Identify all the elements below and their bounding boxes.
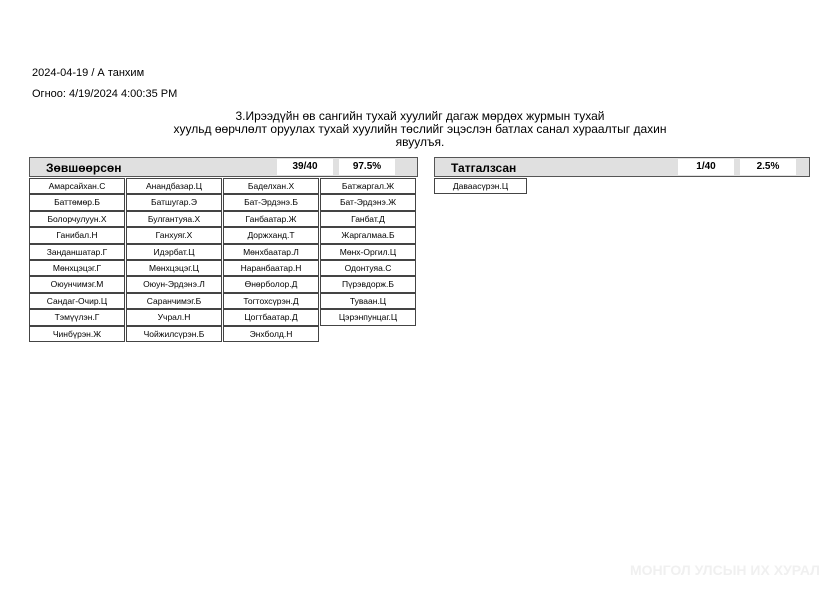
member-name-cell: Өнөрболор.Д — [223, 276, 319, 292]
approved-names-grid — [29, 178, 418, 342]
member-name-cell: Батшугар.Э — [126, 194, 222, 210]
approved-label: Зөвшөөрсөн — [46, 161, 122, 175]
member-name-cell: Одонтуяа.С — [320, 260, 416, 276]
member-name-cell: Туваан.Ц — [320, 293, 416, 309]
abstained-names-grid — [434, 178, 534, 194]
member-name-cell: Болорчулуун.Х — [29, 211, 125, 227]
member-name-cell: Мөнхцэцэг.Г — [29, 260, 125, 276]
approved-header — [29, 157, 418, 177]
member-name-cell: Баттөмөр.Б — [29, 194, 125, 210]
member-name-cell: Наранбаатар.Н — [223, 260, 319, 276]
member-name-cell: Энхболд.Н — [223, 326, 319, 342]
session-date: 2024-04-19 / А танхим — [32, 67, 145, 79]
member-name-cell: Тогтохсүрэн.Д — [223, 293, 319, 309]
motion-title-line: 3.Ирээдүйн өв сангийн тухай хуулийг дагаж мөрдөх журмын тухай — [235, 109, 605, 123]
member-name-cell: Жаргалмаа.Б — [320, 227, 416, 243]
member-name-cell: Мөнхцэцэг.Ц — [126, 260, 222, 276]
member-name-cell: Идэрбат.Ц — [126, 244, 222, 260]
member-name-cell: Занданшатар.Г — [29, 244, 125, 260]
member-name-cell: Цэрэнпунцаг.Ц — [320, 309, 416, 325]
member-name-cell: Цогтбаатар.Д — [223, 309, 319, 325]
motion-title-line: хуульд өөрчлөлт оруулах тухай хуулийн төслийг эцэслэн батлах санал хураалтыг дахин — [173, 122, 667, 136]
abstained-percent: 2.5% — [740, 159, 796, 175]
member-name-cell: Ганбат.Д — [320, 211, 416, 227]
approved-count: 39/40 — [277, 159, 333, 175]
member-name-cell: Ганхуяг.Х — [126, 227, 222, 243]
member-name-cell: Даваасүрэн.Ц — [434, 178, 527, 194]
member-name-cell: Булгантуяа.Х — [126, 211, 222, 227]
member-name-cell: Баделхан.Х — [223, 178, 319, 194]
vote-timestamp: Огноо: 4/19/2024 4:00:35 PM — [32, 88, 178, 100]
member-name-cell: Оюунчимэг.М — [29, 276, 125, 292]
abstained-count: 1/40 — [678, 159, 734, 175]
member-name-cell: Доржханд.Т — [223, 227, 319, 243]
member-name-cell: Мөнхбаатар.Л — [223, 244, 319, 260]
member-name-cell: Саранчимэг.Б — [126, 293, 222, 309]
member-name-cell: Амарсайхан.С — [29, 178, 125, 194]
member-name-cell: Анандбазар.Ц — [126, 178, 222, 194]
member-name-cell: Бат-Эрдэнэ.Б — [223, 194, 319, 210]
abstained-label: Татгалзсан — [451, 161, 517, 175]
member-name-cell: Чойжилсүрэн.Б — [126, 326, 222, 342]
member-name-cell: Ганибал.Н — [29, 227, 125, 243]
parliament-watermark: МОНГОЛ УЛСЫН ИХ ХУРАЛ — [629, 562, 820, 578]
member-name-cell: Учрал.Н — [126, 309, 222, 325]
member-name-cell: Батжаргал.Ж — [320, 178, 416, 194]
member-name-cell: Ганбаатар.Ж — [223, 211, 319, 227]
member-name-cell: Чинбүрэн.Ж — [29, 326, 125, 342]
member-name-cell: Бат-Эрдэнэ.Ж — [320, 194, 416, 210]
member-name-cell: Оюун-Эрдэнэ.Л — [126, 276, 222, 292]
approved-percent: 97.5% — [339, 159, 395, 175]
member-name-cell: Мөнх-Оргил.Ц — [320, 244, 416, 260]
abstained-header — [434, 157, 810, 177]
member-name-cell: Тэмүүлэн.Г — [29, 309, 125, 325]
member-name-cell: Пүрэвдорж.Б — [320, 276, 416, 292]
motion-title-line: явуулъя. — [395, 135, 445, 149]
motion-title — [150, 110, 690, 149]
member-name-cell: Сандаг-Очир.Ц — [29, 293, 125, 309]
